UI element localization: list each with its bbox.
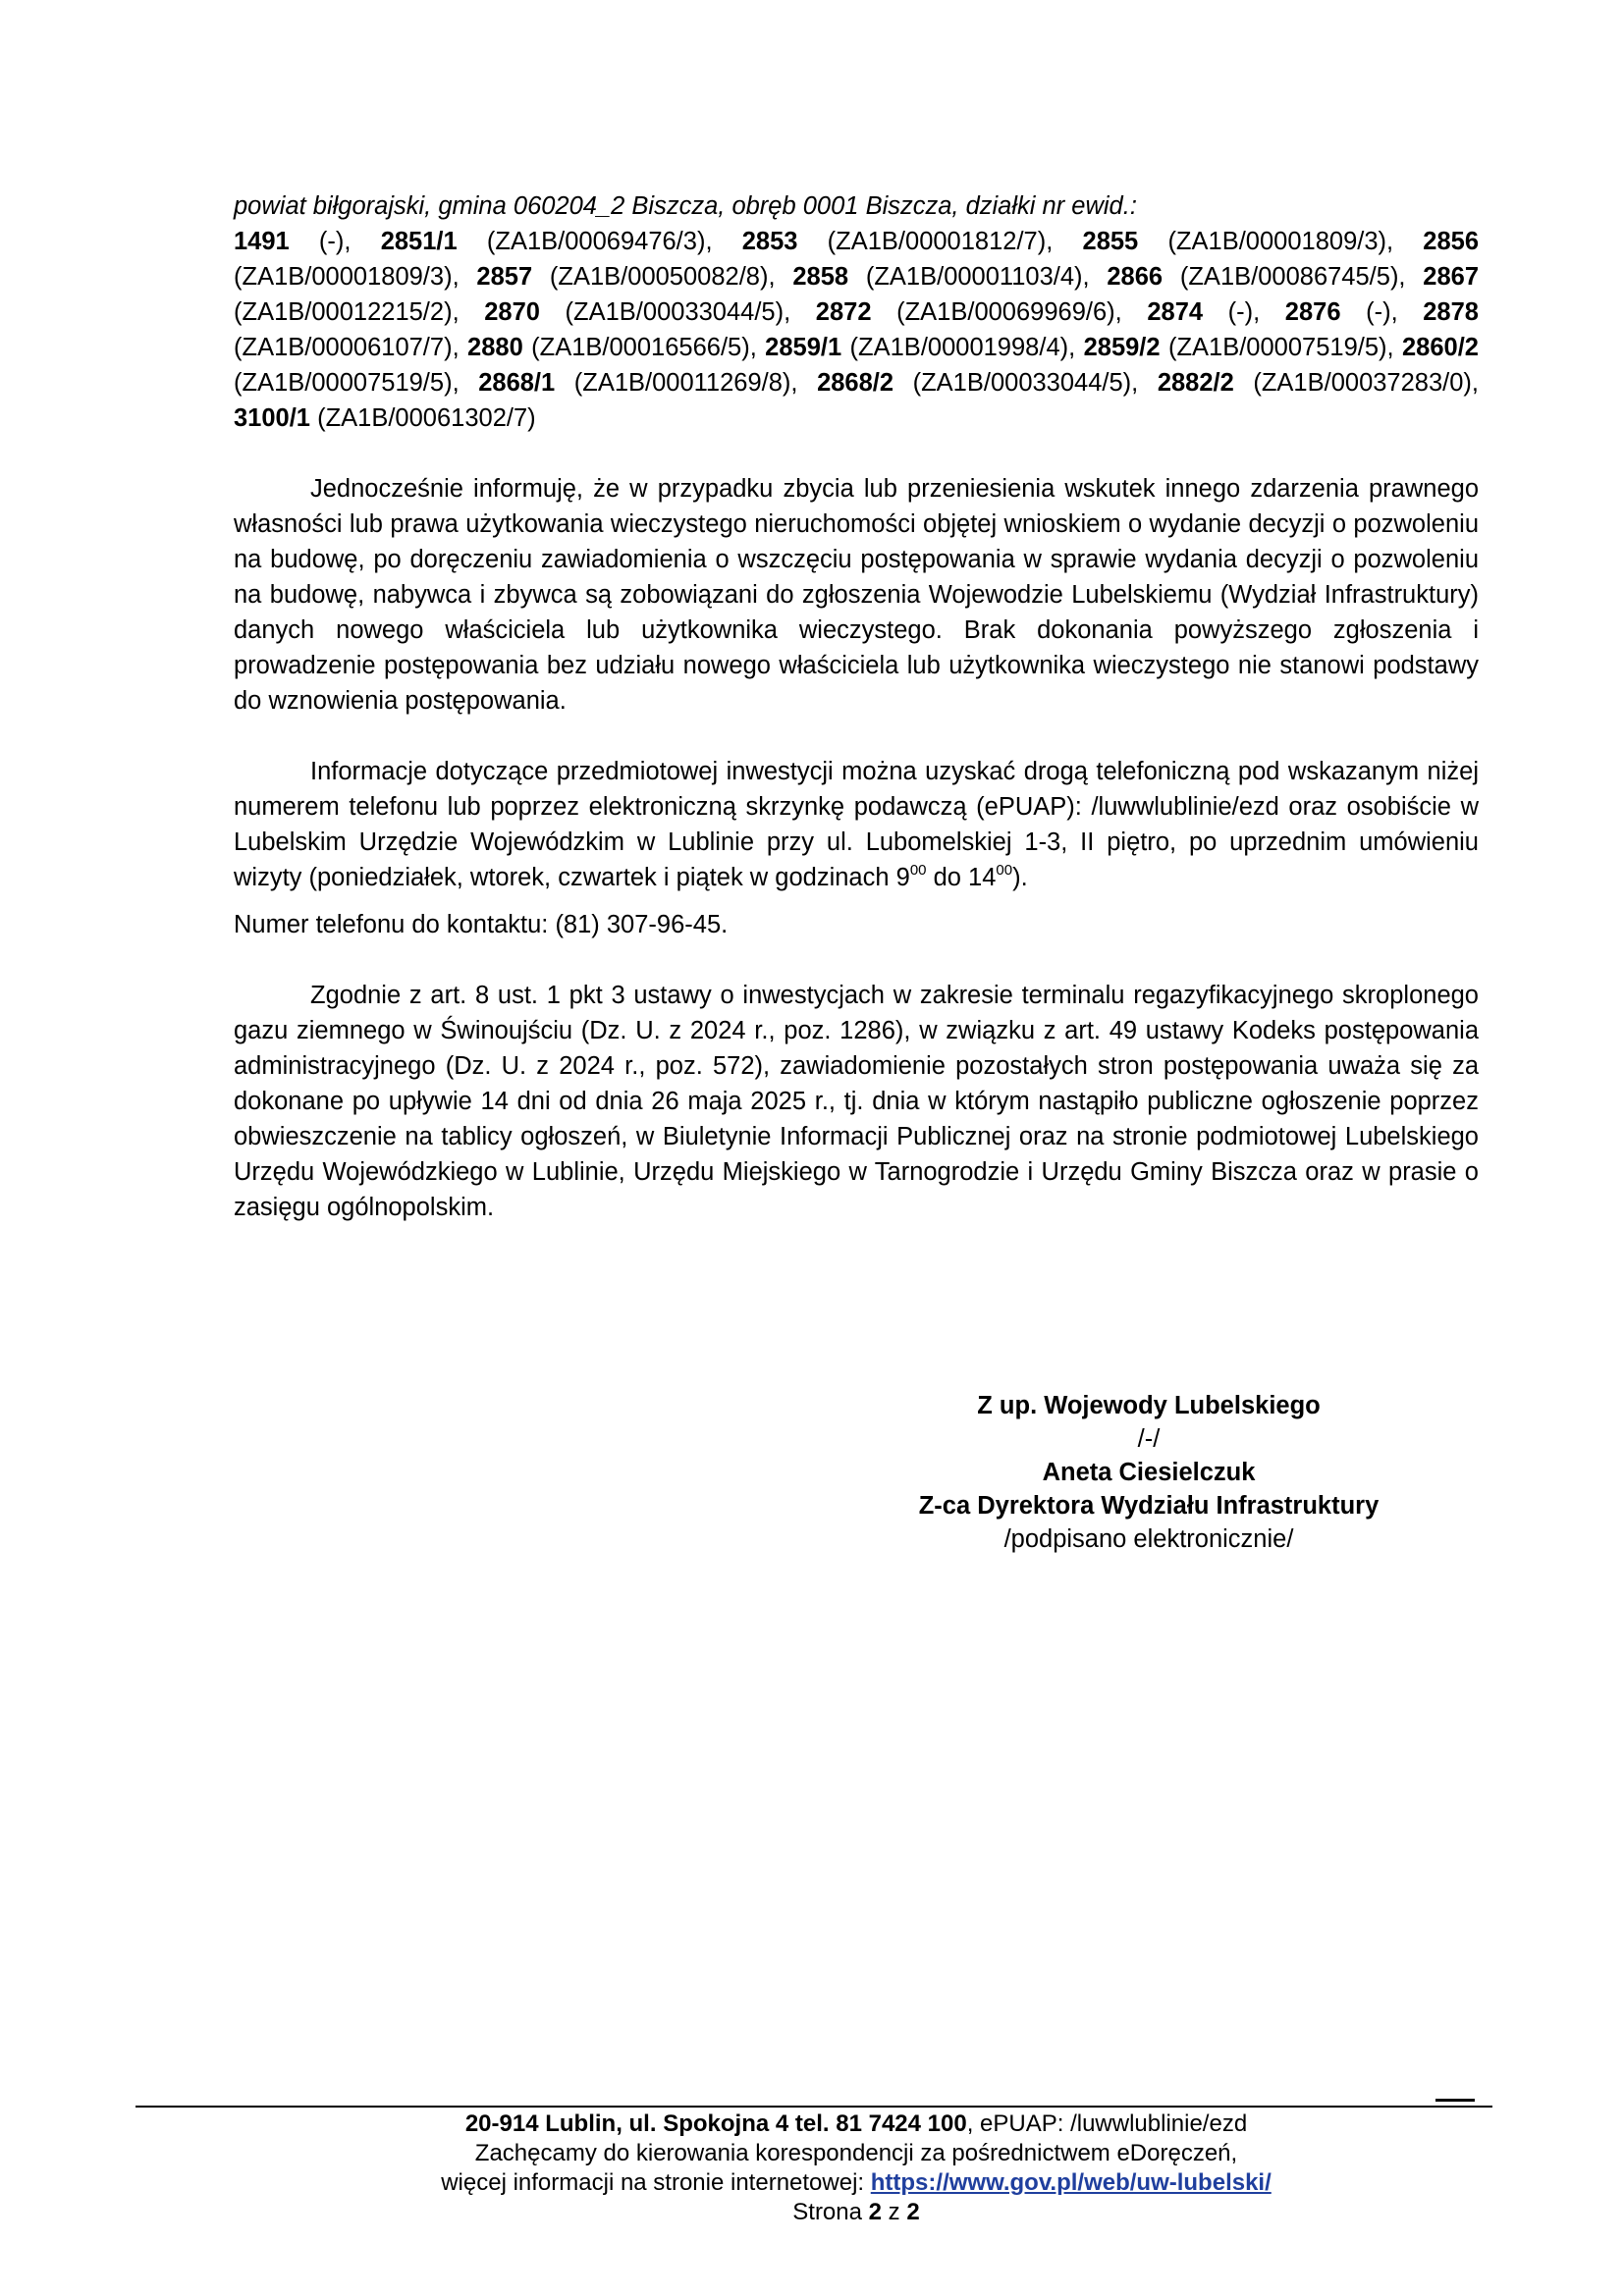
parcel-heading: powiat biłgorajski, gmina 060204_2 Biszcza, obręb 0001 Biszcza, działki nr ewid.: [234,192,1137,220]
parcel-number: 2859/1 [765,334,842,361]
paragraph-contact-info [234,754,1479,895]
footer-address-bold: 20-914 Lublin, ul. Spokojna 4 tel. 81 7424 100 [464,2110,967,2137]
parcel-item [476,263,775,291]
parcel-item [1285,298,1398,326]
footer-website-line [234,2168,1479,2198]
paragraph-legal-basis: Zgodnie z art. 8 ust. 1 pkt 3 ustawy o inwestycjach w zakresie terminalu regazyfikacyjnego skroplonego gazu ziemnego w Świnoujściu (Dz. U. z 2024 r., poz. 1286), w związku z art. 49 ustawy Kodeks postępowania administracyjnego (Dz. U. z 2024 r., poz. 572), zawiadomienie pozostałych stron postępowania uważa się za dokonane po upływie 14 dni od dnia 26 maja 2025 r., tj. dnia w którym nastąpiło publiczne ogłoszenie poprzez obwieszczenie na tablicy ogłoszeń, w Biuletynie Informacji Publicznej oraz na stronie podmiotowej Lubelskiego Urzędu Wojewódzkiego w Lublinie, Urzędu Miejskiego w Tarnogrodzie i Urzędu Gminy Biszcza oraz w prasie o zasięgu ogólnopolskim. [234,982,1479,1221]
parcel-register-ref: (ZA1B/00033044/5), [539,298,791,326]
footer-edoreczenia: Zachęcamy do kierowania korespondencji za pośrednictwem eDoręczeń, [474,2140,1238,2166]
signatory-position: Z-ca Dyrektora Wydziału Infrastruktury [918,1492,1380,1520]
paragraph-ownership-change: Jednocześnie informuję, że w przypadku zbycia lub przeniesienia wskutek innego zdarzenia prawnego własności lub prawa użytkowania wieczystego nieruchomości objętej wnioskiem o wydanie decyzji o pozwoleniu na budowę, po doręczeniu zawiadomienia o wszczęciu postępowania w sprawie wydania decyzji o pozwoleniu na budowę, nabywca i zbywca są zobowiązani do zgłoszenia Wojewodzie Lubelskiemu (Wydział Infrastruktury) danych nowego właściciela lub użytkownika wieczystego. Brak dokonania powyższego zgłoszenia i prowadzenie postępowania bez udziału nowego właściciela lub użytkownika wieczystego nie stanowi podstawy do wznowienia postępowania. [234,475,1479,715]
parcel-number: 2880 [467,334,523,361]
parcel-item [234,404,536,432]
page-number-total: 2 [906,2199,920,2225]
parcel-number: 2858 [792,263,849,291]
parcel-number: 2874 [1147,298,1204,326]
parcel-number: 3100/1 [234,404,310,432]
parcel-item [765,334,1075,361]
document-body [234,188,1479,1260]
parcel-register-ref: (ZA1B/00037283/0), [1233,369,1480,397]
parcel-register-ref: (ZA1B/00069969/6), [871,298,1122,326]
parcel-item [742,228,1054,255]
parcel-number: 2851/1 [380,228,458,255]
parcel-number: 2868/1 [478,369,556,397]
signature-authority: Z up. Wojewody Lubelskiego [977,1392,1321,1419]
footer-divider [135,2106,1492,2108]
parcel-number: 2859/2 [1083,334,1161,361]
parcel-number: 2867 [1423,263,1480,291]
parcel-register-ref: (-), [1203,298,1261,326]
parcel-number: 2855 [1082,228,1139,255]
parcel-item [1158,369,1479,397]
page-number [234,2198,1479,2227]
parcel-register-ref: (ZA1B/00001812/7), [797,228,1054,255]
parcel-item [478,369,797,397]
parcel-item [1084,334,1394,361]
parcel-item [234,228,351,255]
parcel-item [792,263,1089,291]
parcel-item [817,369,1138,397]
parcel-item [484,298,790,326]
signature-mark: /-/ [1137,1425,1161,1453]
parcel-register-ref: (ZA1B/00012215/2), [234,298,460,326]
parcel-register-ref: (ZA1B/00011269/8), [555,369,798,397]
parcel-item [1083,228,1394,255]
parcel-number: 2870 [484,298,540,326]
phone-line: Numer telefonu do kontaktu: (81) 307-96-45. [234,911,729,938]
parcel-register-ref: (-), [1340,298,1398,326]
signatory-name: Aneta Ciesielczuk [1042,1459,1256,1486]
parcel-number: 2882/2 [1157,369,1234,397]
signature-block [844,1389,1453,1556]
website-link[interactable]: https://www.gov.pl/web/uw-lubelski/ [870,2169,1272,2196]
parcel-register-ref: (ZA1B/00069476/3), [457,228,713,255]
parcel-register-ref: (ZA1B/00050082/8), [532,263,776,291]
footer-address [234,2109,1479,2139]
parcel-register-ref: (ZA1B/00001809/3), [234,263,460,291]
contact-text-end: ). [1012,864,1028,891]
parcel-item [1147,298,1260,326]
hour-superscript-start: 00 [909,862,927,879]
parcel-register-ref: (ZA1B/00016566/5), [522,334,757,361]
parcel-register-ref: (ZA1B/00001998/4), [841,334,1076,361]
parcel-item [816,298,1122,326]
parcel-number: 2868/2 [817,369,894,397]
hour-superscript-end: 00 [996,862,1013,879]
parcel-number: 2857 [476,263,533,291]
page-footer [234,2109,1479,2227]
contact-text-mid: do 14 [926,864,997,891]
parcel-register-ref: (ZA1B/00007519/5), [1160,334,1394,361]
parcel-number: 2860/2 [1401,334,1479,361]
parcel-number: 2876 [1284,298,1341,326]
signature-note: /podpisano elektronicznie/ [1003,1525,1294,1553]
contact-text: Informacje dotyczące przedmiotowej inwestycji można uzyskać drogą telefoniczną pod wskazanym niżej numerem telefonu lub poprzez elektroniczną skrzynkę podawczą (ePUAP): /luwwlublinie/ezd oraz osobiście w Lubelskim Urzędzie Wojewódzkim w Lublinie przy ul. Lubomelskiej 1-3, II piętro, po uprzednim umówieniu wizyty (poniedziałek, wtorek, czwartek i piątek w godzinach 9 [234,758,1479,891]
page-number-separator: z [882,2199,907,2225]
footer-divider-accent [1435,2099,1475,2102]
parcel-item [467,334,757,361]
parcel-number: 2853 [741,228,798,255]
parcel-number: 2856 [1423,228,1480,255]
parcel-list [234,224,1479,436]
parcel-number: 2878 [1423,298,1479,326]
footer-address-epuap: , ePUAP: /luwwlublinie/ezd [966,2110,1248,2137]
parcel-number: 2866 [1107,263,1164,291]
parcel-item [381,228,713,255]
parcel-register-ref: (ZA1B/00033044/5), [893,369,1139,397]
parcel-register-ref: (ZA1B/00086745/5), [1163,263,1406,291]
parcel-register-ref: (ZA1B/00061302/7) [310,404,536,432]
parcel-register-ref: (ZA1B/00007519/5), [234,369,460,397]
parcel-number: 2872 [815,298,872,326]
parcel-register-ref: (ZA1B/00001103/4), [848,263,1090,291]
parcel-register-ref: (-), [289,228,352,255]
parcel-register-ref: (ZA1B/00006107/7), [234,334,460,361]
page-number-prefix: Strona [792,2199,869,2225]
parcel-number: 1491 [234,228,290,255]
footer-website-prefix: więcej informacji na stronie internetowej: [441,2169,871,2196]
page-number-current: 2 [868,2199,883,2225]
parcel-item [1107,263,1405,291]
parcel-register-ref: (ZA1B/00001809/3), [1138,228,1394,255]
